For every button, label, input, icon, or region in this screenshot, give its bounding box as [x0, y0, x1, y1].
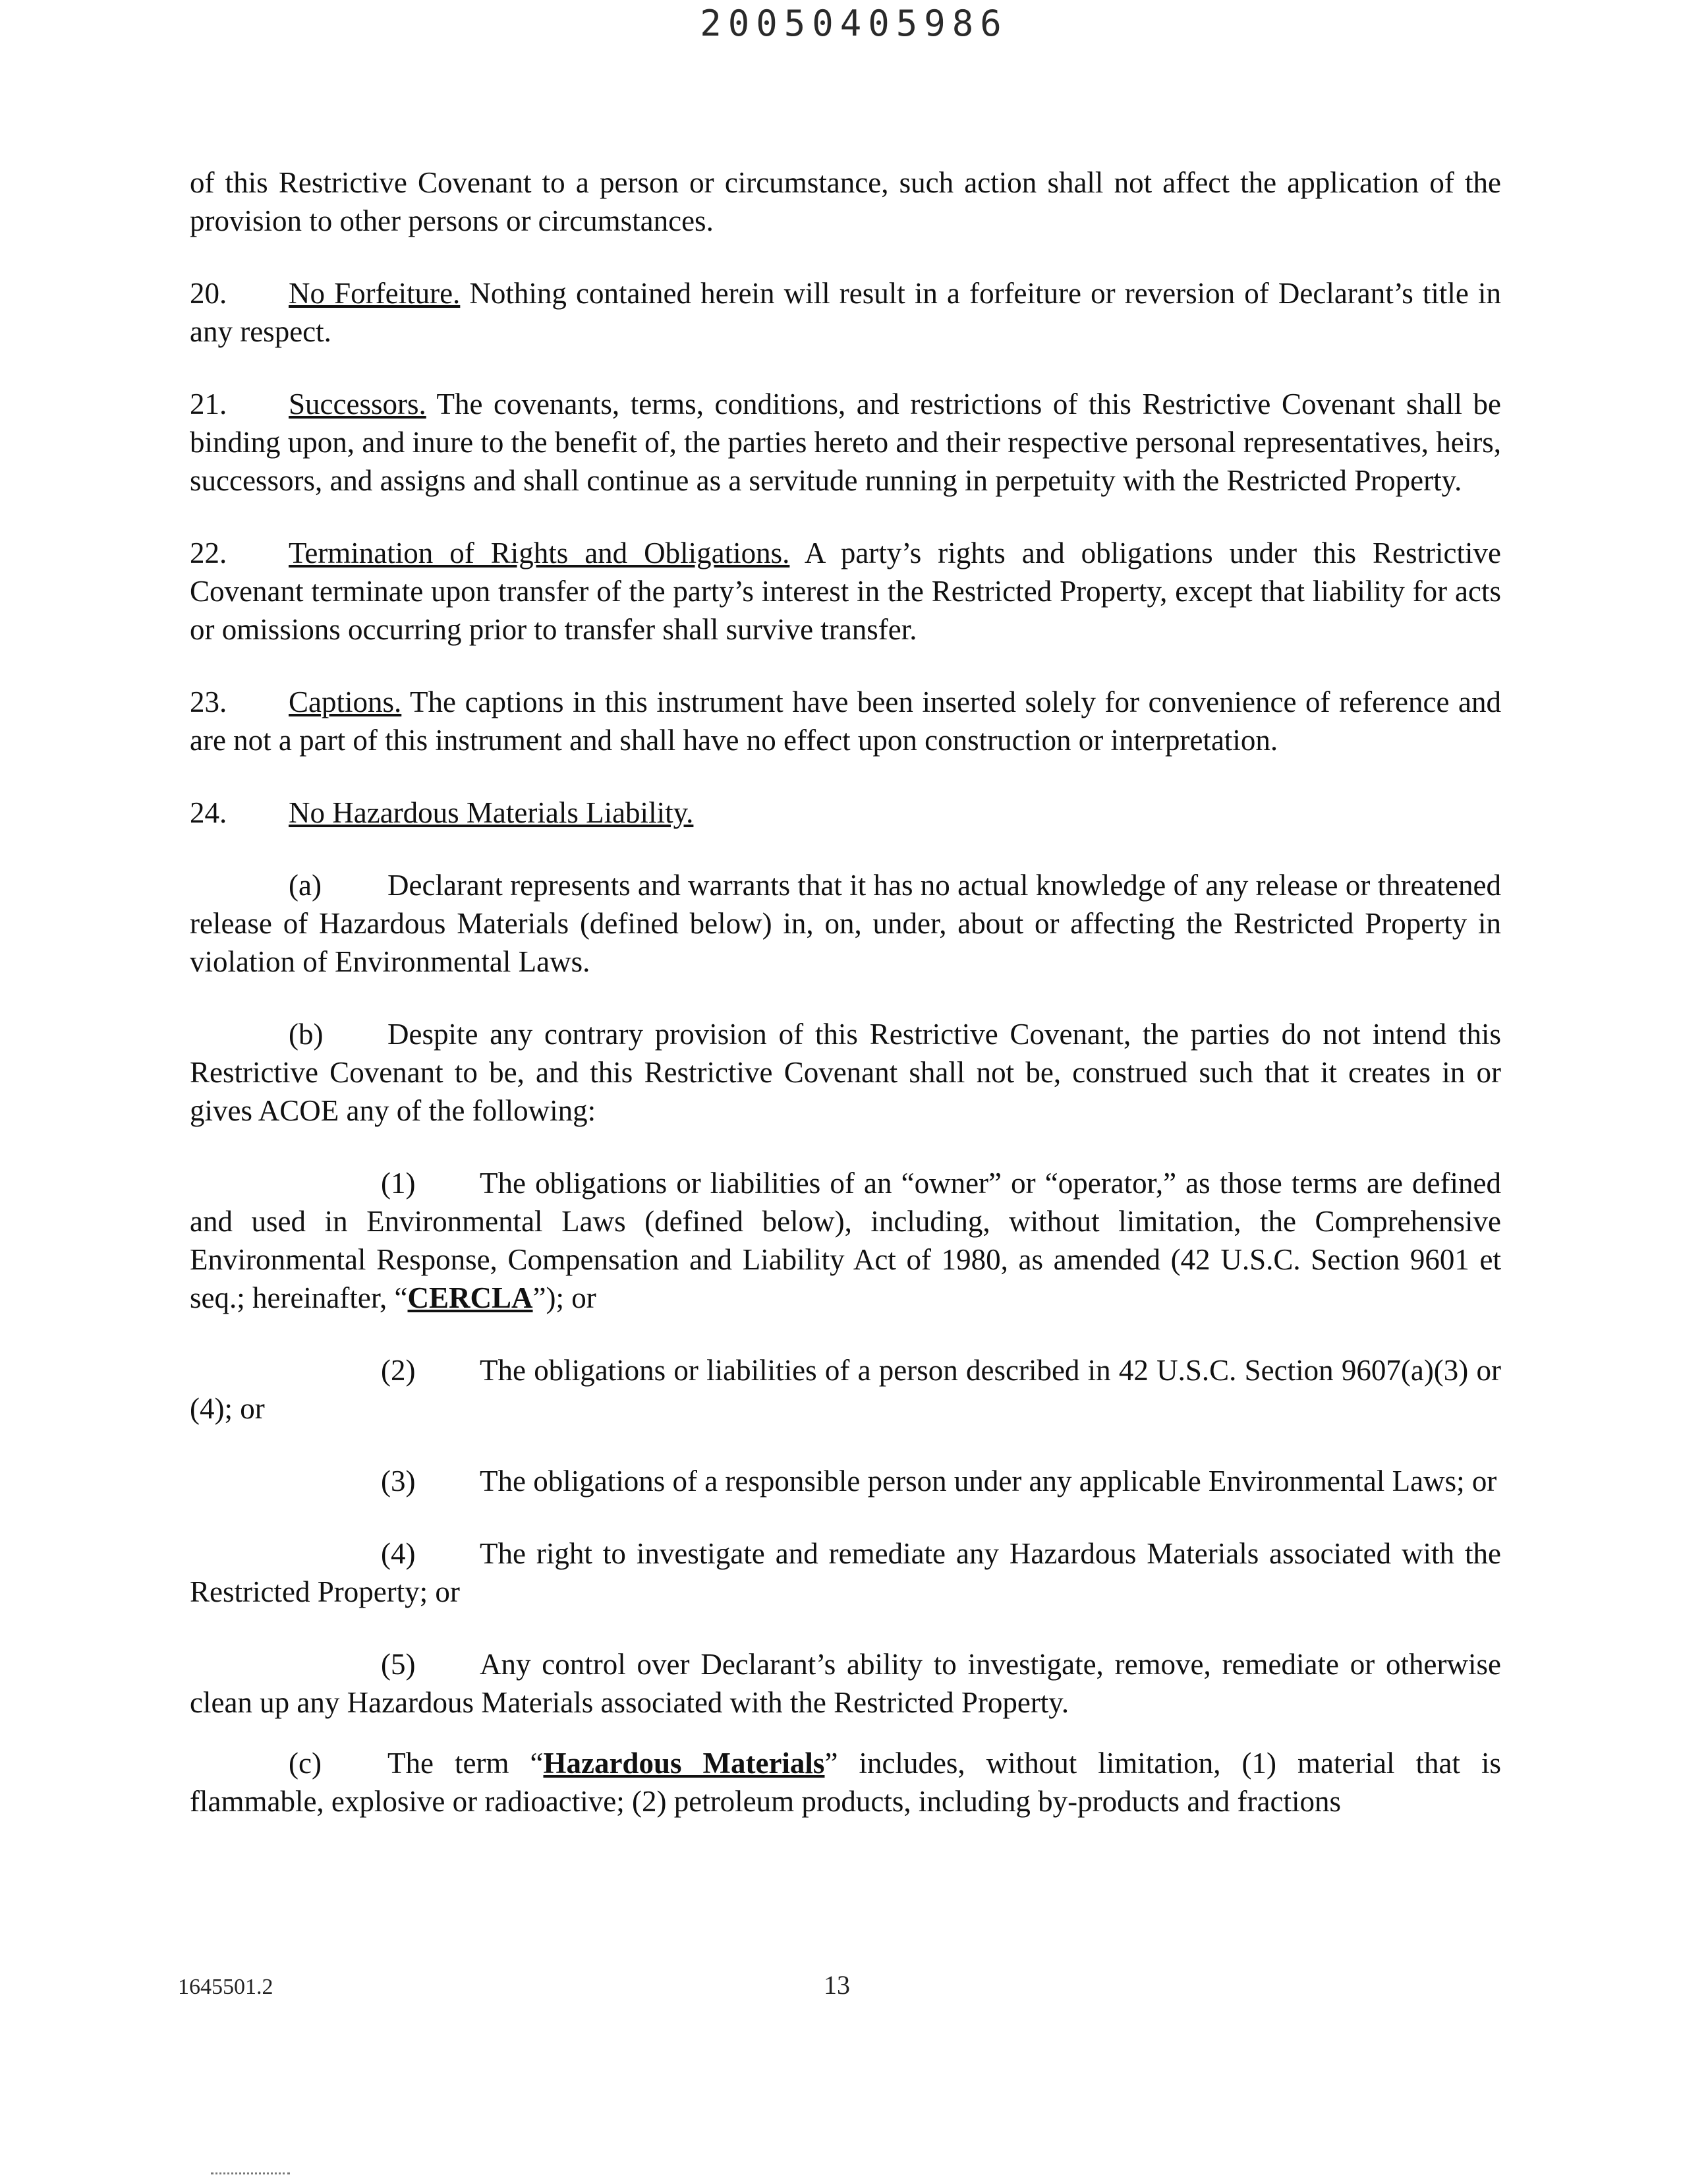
paragraph-24c	[190, 1744, 1501, 1820]
subsection-label: (a)	[289, 869, 322, 902]
section-number: 22.	[190, 537, 227, 569]
paragraph-20	[190, 274, 1501, 351]
subsection-text: Despite any contrary provision of this Restrictive Covenant, the parties do not intend this Restrictive Covenant to be, and this Restrictive Covenant shall not be, construed such that it creates in or gives ACOE any of the following:	[190, 1018, 1501, 1127]
defined-term-hazardous-materials: Hazardous Materials	[543, 1747, 825, 1780]
section-number: 21.	[190, 388, 227, 421]
paragraph-24	[190, 794, 1501, 832]
item-label: (4)	[381, 1537, 416, 1570]
section-title: Termination of Rights and Obligations.	[289, 537, 790, 569]
item-label: (1)	[381, 1167, 416, 1200]
section-text: The covenants, terms, conditions, and restrictions of this Restrictive Covenant shall be binding upon, and inure to the benefit of, the parties hereto and their respective personal representatives, heirs, successors, and assigns and shall continue as a servitude running in perpetuity with the Restricted Property.	[190, 388, 1501, 497]
section-number: 24.	[190, 796, 227, 829]
section-text: Nothing contained herein will result in a forfeiture or reversion of Declarant’s title in any respect.	[190, 277, 1501, 348]
section-title: Successors.	[289, 388, 426, 421]
paragraph-23	[190, 683, 1501, 759]
document-body	[190, 163, 1501, 1820]
subsection-label: (c)	[289, 1747, 322, 1780]
paragraph-24a	[190, 866, 1501, 981]
section-title: Captions.	[289, 685, 402, 718]
subsection-label: (b)	[289, 1018, 324, 1051]
section-number: 20.	[190, 277, 227, 310]
defined-term-cercla: CERCLA	[407, 1281, 533, 1314]
paragraph-24b-4	[190, 1534, 1501, 1611]
scan-artifact	[211, 2172, 290, 2174]
item-text: The obligations or liabilities of an “owner” or “operator,” as those terms are defined and used in Environmental Laws (defined below), including, without limitation, the Comprehensive Environmental Response, Compensation and Liability Act of 1980, as amended (42 U.S.C. Section 9601 et seq.; hereinafter, “	[190, 1167, 1501, 1314]
section-number: 23.	[190, 685, 227, 718]
subsection-text: Declarant represents and warrants that it has no actual knowledge of any release or threatened release of Hazardous Materials (defined below) in, on, under, about or affecting the Restricted Property in violation of Environmental Laws.	[190, 869, 1501, 978]
item-label: (2)	[381, 1354, 416, 1387]
item-label: (5)	[381, 1648, 416, 1681]
item-label: (3)	[381, 1465, 416, 1498]
footer-document-id: 1645501.2	[178, 1975, 273, 1999]
page-number: 13	[824, 1970, 850, 2000]
section-title: No Forfeiture.	[289, 277, 461, 310]
paragraph-19-continued: of this Restrictive Covenant to a person or circumstance, such action shall not affect the application of the provision to other persons or circumstances.	[190, 166, 1501, 237]
paragraph-24b-3	[190, 1462, 1501, 1500]
item-text: The obligations of a responsible person under any applicable Environmental Laws; or	[480, 1465, 1497, 1498]
section-text: A party’s rights and obligations under this Restrictive Covenant terminate upon transfer of the party’s interest in the Restricted Property, except that liability for acts or omissions occurring prior to transfer shall survive transfer.	[190, 537, 1501, 646]
section-title: No Hazardous Materials Liability.	[289, 796, 694, 829]
paragraph-24b	[190, 1015, 1501, 1130]
subsection-text: The term “	[387, 1747, 544, 1780]
item-text-end: ”); or	[532, 1281, 596, 1314]
paragraph-21	[190, 385, 1501, 500]
item-text: The right to investigate and remediate any Hazardous Materials associated with the Restricted Property; or	[190, 1537, 1501, 1608]
paragraph-24b-2	[190, 1351, 1501, 1428]
paragraph-22	[190, 534, 1501, 649]
item-text: The obligations or liabilities of a person described in 42 U.S.C. Section 9607(a)(3) or (4); or	[190, 1354, 1501, 1425]
section-text: The captions in this instrument have been inserted solely for convenience of reference and are not a part of this instrument and shall have no effect upon construction or interpretation.	[190, 685, 1501, 757]
item-text: Any control over Declarant’s ability to investigate, remove, remediate or otherwise clean up any Hazardous Materials associated with the Restricted Property.	[190, 1648, 1501, 1719]
paragraph-24b-5	[190, 1645, 1501, 1722]
subsection-text-end: ” includes, without limitation, (1) material that is flammable, explosive or radioactive; (2) petroleum products, including by-products and fractions	[190, 1747, 1502, 1818]
paragraph-24b-1	[190, 1164, 1501, 1317]
recording-number: 20050405986	[700, 3, 1008, 44]
